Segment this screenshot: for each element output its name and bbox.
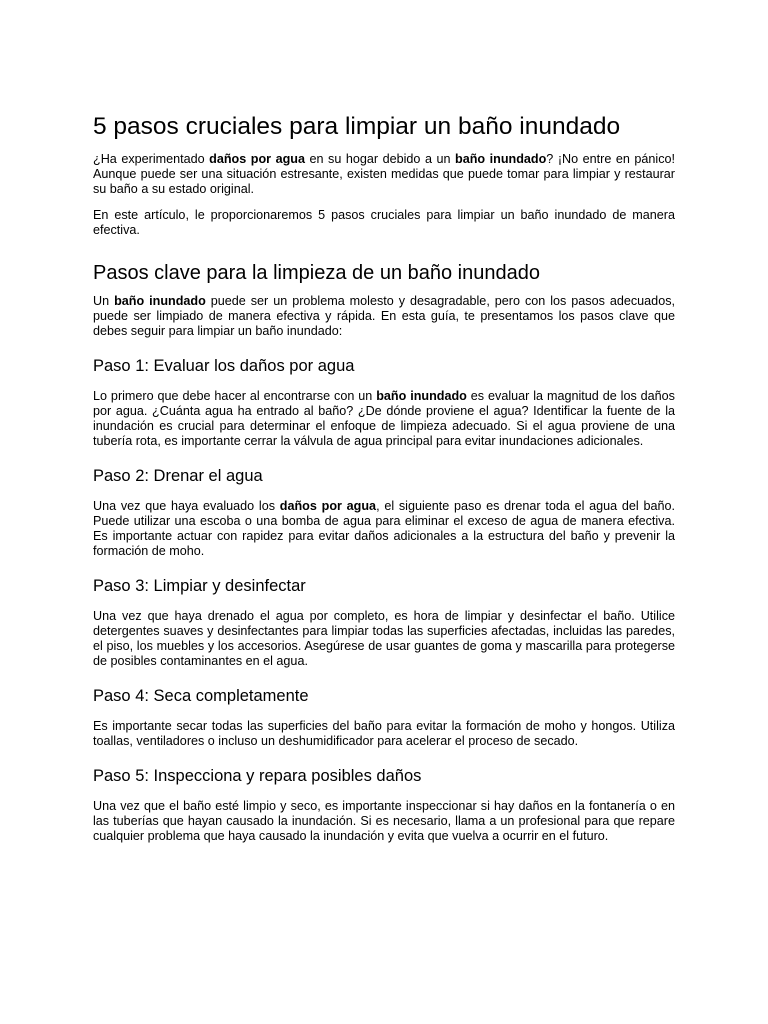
section-text-segment: puede ser un problema molesto y desagradable, pero con los pasos adecuados, puede ser limpiado de manera efectiva y rápida. En esta guía, te presentamos los pasos clave que debes seguir para limpiar un baño inundado: xyxy=(93,294,675,338)
section-paragraph xyxy=(93,294,675,339)
step-2-text-segment: , el siguiente paso es drenar toda el agua del baño. Puede utilizar una escoba o una bomba de agua para eliminar el exceso de agua de manera efectiva. Es importante actuar con rapidez para evitar daños adicionales a la estructura del baño y prevenir la formación de moho. xyxy=(93,499,675,558)
step-1-bold-bano-inundado: baño inundado xyxy=(376,389,467,403)
step-4-text: Es importante secar todas las superficies del baño para evitar la formación de moho y hongos. Utiliza toallas, ventiladores o incluso un deshumidificador para acelerar el proceso de secado. xyxy=(93,719,675,748)
article-title: 5 pasos cruciales para limpiar un baño inundado xyxy=(93,113,621,140)
intro-paragraph-1 xyxy=(93,152,675,197)
step-3-heading: Paso 3: Limpiar y desinfectar xyxy=(93,577,306,595)
intro-bold-danos-por-agua: daños por agua xyxy=(209,152,305,166)
step-1-heading: Paso 1: Evaluar los daños por agua xyxy=(93,357,355,375)
intro-text-segment: ¿Ha experimentado xyxy=(93,152,210,166)
step-5-text: Una vez que el baño esté limpio y seco, es importante inspeccionar si hay daños en la fontanería o en las tuberías que hayan causado la inundación. Si es necesario, llama a un profesional para que repare cualquier problema que haya causado la inundación y evita que vuelva a ocurrir en el futuro. xyxy=(93,799,675,843)
step-2-text xyxy=(93,499,675,559)
step-1-text-segment: es evaluar la magnitud de los daños por agua. ¿Cuánta agua ha entrado al baño? ¿De dónde proviene el agua? Identificar la fuente de la inundación es crucial para determinar el enfoque de limpieza adecuado. Si el agua proviene de una tubería rota, es importante cerrar la válvula de agua principal para evitar inundaciones adicionales. xyxy=(93,389,675,448)
step-5-heading: Paso 5: Inspecciona y repara posibles daños xyxy=(93,767,422,785)
step-3-text: Una vez que haya drenado el agua por completo, es hora de limpiar y desinfectar el baño. Utilice detergentes suaves y desinfectantes para limpiar todas las superficies afectadas, incluidas las paredes, el piso, los muebles y los accesorios. Asegúrese de usar guantes de goma y mascarilla para protegerse de posibles contaminantes en el agua. xyxy=(93,609,675,668)
step-2-text-segment: Una vez que haya evaluado los xyxy=(93,499,280,513)
section-bold-bano-inundado: baño inundado xyxy=(114,294,206,308)
step-2-bold-danos-por-agua: daños por agua xyxy=(279,499,377,513)
intro-text-segment: ? ¡No entre en pánico! Aunque puede ser una situación estresante, existen medidas que puede tomar para limpiar y restaurar su baño a su estado original. xyxy=(93,152,676,196)
intro-paragraph-2: En este artículo, le proporcionaremos 5 pasos cruciales para limpiar un baño inundado de manera efectiva. xyxy=(93,208,675,237)
section-heading: Pasos clave para la limpieza de un baño inundado xyxy=(93,262,540,284)
step-2-heading: Paso 2: Drenar el agua xyxy=(93,467,263,485)
step-1-text xyxy=(93,389,675,449)
document-page xyxy=(93,112,675,855)
step-1-text-segment: Lo primero que debe hacer al encontrarse con un xyxy=(93,389,377,403)
intro-text-segment: en su hogar debido a un xyxy=(304,152,456,166)
step-4-heading: Paso 4: Seca completamente xyxy=(93,687,309,705)
intro-bold-bano-inundado: baño inundado xyxy=(455,152,547,166)
section-text-segment: Un xyxy=(93,294,115,308)
